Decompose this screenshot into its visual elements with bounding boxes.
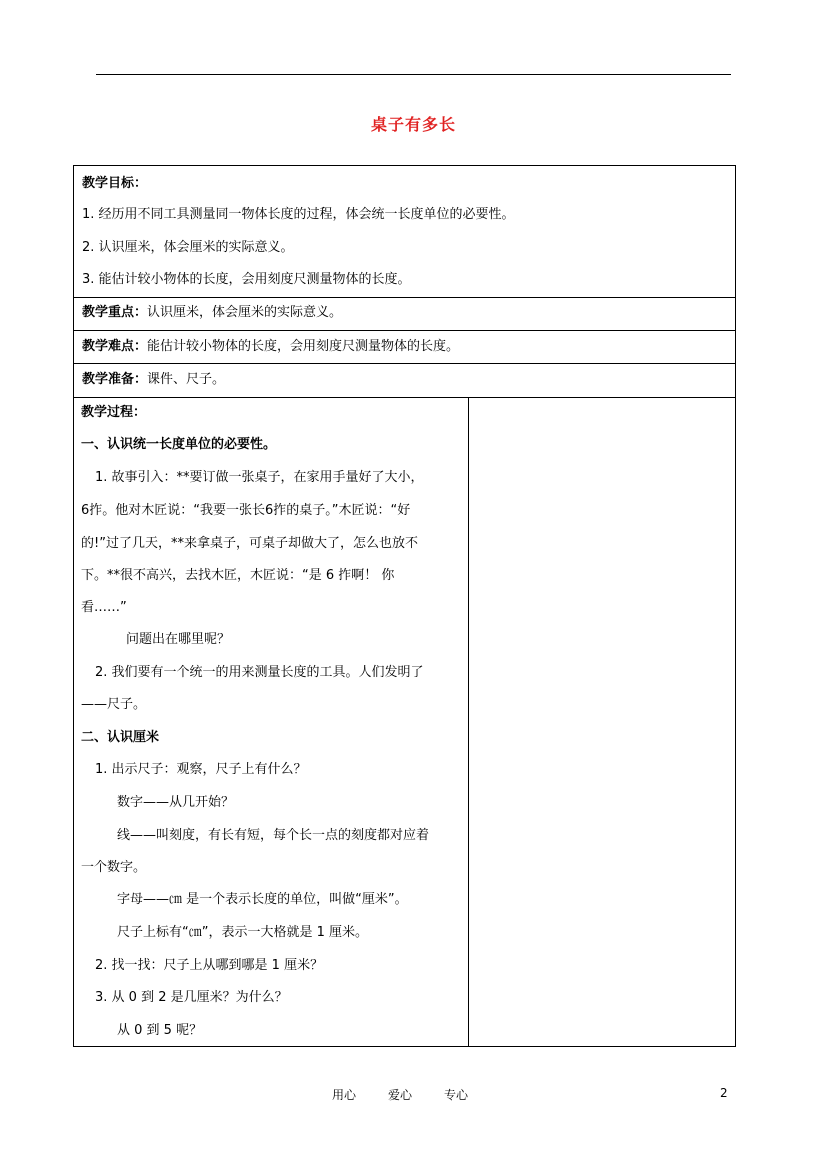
paragraph-line: 线——叫刻度，有长有短，每个长一点的刻度都对应着 (117, 828, 430, 843)
footer-item: 用心 (332, 1088, 357, 1102)
paragraph-line: 看……” (81, 600, 127, 615)
difficulty-text: 能估计较小物体的长度，会用刻度尺测量物体的长度。 (147, 339, 460, 354)
objectives-cell (73, 165, 736, 297)
objective-item: 2. 认识厘米，体会厘米的实际意义。 (82, 240, 294, 255)
section-heading: 一、认识统一长度单位的必要性。 (81, 437, 277, 452)
paragraph-line: 一个数字。 (81, 860, 147, 875)
objectives-heading: 教学目标： (82, 176, 148, 191)
section-heading: 二、认识厘米 (81, 730, 160, 745)
header-rule (96, 74, 731, 75)
paragraph-line: 从 0 到 5 呢？ (117, 1023, 203, 1038)
objective-item: 1. 经历用不同工具测量同一物体长度的过程，体会统一长度单位的必要性。 (82, 207, 515, 222)
paragraph-line: 问题出在哪里呢？ (126, 632, 231, 647)
key-point-cell (73, 297, 736, 330)
paragraph-line: 6拃。他对木匠说：“我要一张长6拃的桌子。”木匠说：“好 (81, 503, 411, 518)
paragraph-line: 3. 从 0 到 2 是几厘米？为什么？ (95, 990, 288, 1005)
page-title: 桌子有多长 (370, 115, 456, 134)
preparation-text: 课件、尺子。 (147, 372, 226, 387)
key-point-text: 认识厘米，体会厘米的实际意义。 (147, 305, 343, 320)
footer-item: 专心 (444, 1088, 469, 1102)
paragraph-line: 下。**很不高兴，去找木匠，木匠说：“是 6 拃啊！ 你 (81, 568, 395, 583)
paragraph-line: 尺子上标有“㎝”，表示一大格就是 1 厘米。 (117, 925, 369, 940)
paragraph-line: ——尺子。 (81, 697, 147, 712)
paragraph-line: 2. 我们要有一个统一的用来测量长度的工具。人们发明了 (95, 665, 424, 680)
page-number: 2 (720, 1086, 728, 1100)
process-heading: 教学过程： (81, 405, 147, 420)
paragraph-line: 1. 出示尺子：观察，尺子上有什么？ (95, 762, 307, 777)
paragraph-line: 字母——㎝ 是一个表示长度的单位，叫做“厘米”。 (117, 892, 408, 907)
paragraph-line: 1. 故事引入：**要订做一张桌子，在家用手量好了大小， (95, 470, 424, 485)
paragraph-line: 数字——从几开始？ (117, 795, 235, 810)
difficulty-cell (73, 330, 736, 363)
process-cell (73, 397, 736, 1047)
key-point-label: 教学重点： (82, 305, 148, 320)
column-divider (468, 397, 469, 1046)
preparation-label: 教学准备： (82, 372, 148, 387)
objective-item: 3. 能估计较小物体的长度，会用刻度尺测量物体的长度。 (82, 272, 411, 287)
preparation-cell (73, 363, 736, 397)
paragraph-line: 2. 找一找：尺子上从哪到哪是 1 厘米？ (95, 958, 324, 973)
paragraph-line: 的!”过了几天，**来拿桌子，可桌子却做大了，怎么也放不 (81, 536, 418, 551)
difficulty-label: 教学难点： (82, 339, 148, 354)
footer-item: 爱心 (388, 1088, 413, 1102)
